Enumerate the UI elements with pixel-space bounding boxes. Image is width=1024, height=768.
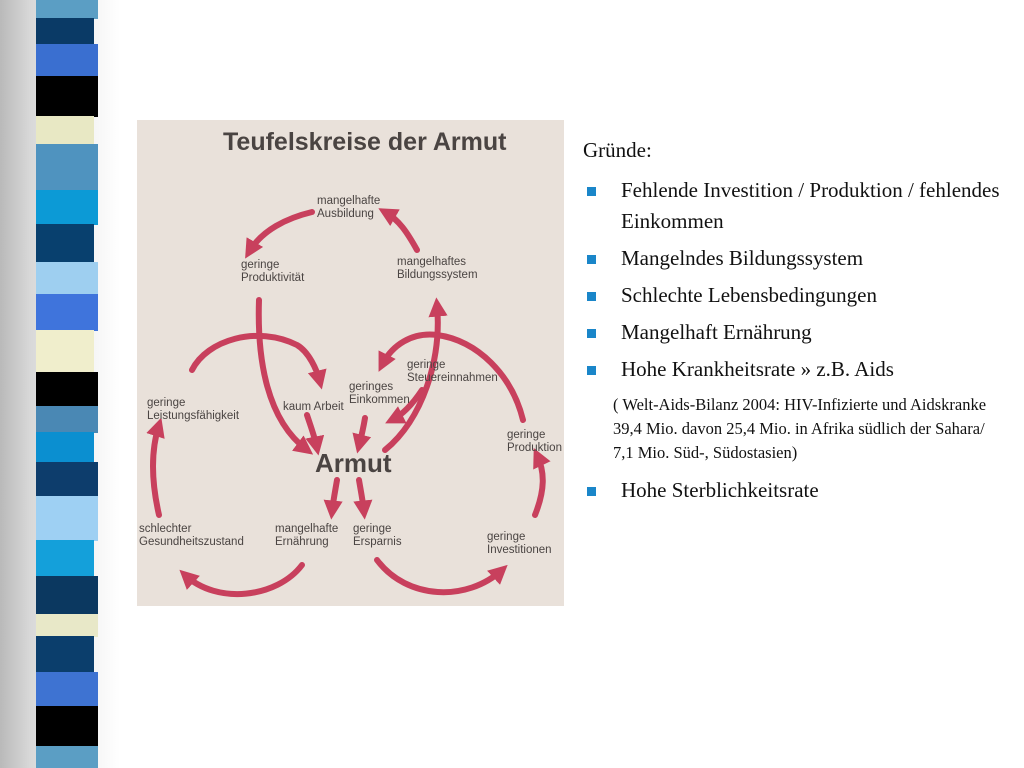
poverty-cycle-diagram [137,120,564,606]
stripe-block [36,614,98,637]
list-item [583,243,1003,274]
diagram-node-gesundheit: schlechter Gesundheitszustand [139,523,244,548]
stripe-block [36,44,98,77]
arrow-armut-to-ersparnis [359,480,364,512]
stripe-block [36,294,98,331]
stripe-block [36,18,94,45]
list-item-text: Hohe Sterblichkeitsrate [621,478,819,502]
stripe-block [36,672,98,707]
diagram-node-einkommen: geringes Einkommen [349,381,410,406]
reasons-heading: Gründe: [583,138,652,162]
arrow-ausbildung-to-produktivitaet [249,212,312,252]
diagram-center-label: Armut [315,448,392,478]
arrow-leistung-to-kaum-arbeit [192,336,320,382]
arrow-gesundheit-to-leistung [153,425,159,515]
square-bullet-icon [587,487,596,496]
aids-statistics-note: ( Welt-Aids-Bilanz 2004: HIV-Infizierte und Aidskranke 39,4 Mio. davon 25,4 Mio. in Afrika südlich der Sahara/ 7,1 Mio. Süd-, Südostasien) [613,395,987,462]
stripe-block [36,144,98,191]
list-item-text: Mangelhaft Ernährung [621,320,812,344]
stripe-block [36,76,98,117]
list-item [583,475,1003,506]
stripe-block [36,746,98,768]
arrow-ersparnis-to-investitionen [377,560,502,592]
diagram-node-leistung: geringe Leistungsfähigkeit [147,397,240,422]
arrow-bildungssystem-to-ausbildung [385,212,417,250]
list-item [583,280,1003,311]
list-item [583,317,1003,348]
stripe-block [36,0,98,19]
stripe-block [36,262,98,295]
diagram-node-ausbildung: mangelhafte Ausbildung [317,195,381,220]
square-bullet-icon [587,329,596,338]
reasons-text-box [583,138,1003,512]
stripe-block [36,116,94,145]
diagram-node-steuer: geringe Steuereinnahmen [407,359,498,384]
stripe-block [36,406,98,433]
diagram-node-produktivitaet: geringe Produktivität [241,259,305,284]
diagram-node-produktion: geringe Produktion [507,429,562,454]
diagram-canvas [137,120,564,606]
list-item [583,175,1003,237]
diagram-node-kaum-arbeit: kaum Arbeit [283,401,344,413]
diagram-title: Teufelskreise der Armut [223,128,507,156]
stripe-block [36,576,98,615]
stripe-block [36,224,94,263]
stripe-block [36,636,94,673]
stripe-block [36,706,98,747]
arrow-kaum-arbeit-to-armut [307,415,317,448]
stripe-block [36,372,98,407]
arrow-investitionen-to-produktion [535,455,543,515]
list-item-text: Hohe Krankheitsrate » z.B. Aids [621,357,894,381]
square-bullet-icon [587,366,596,375]
stripe-block [36,496,98,541]
diagram-node-ernaehrung: mangelhafte Ernährung [275,523,339,548]
arrow-produktivitaet-to-armut [259,300,307,450]
list-item-text: Schlechte Lebensbedingungen [621,283,877,307]
stripe-block [36,190,98,225]
square-bullet-icon [587,292,596,301]
stripe-block [36,432,94,463]
square-bullet-icon [587,255,596,264]
arrow-ernaehrung-to-gesundheit [185,565,302,594]
list-item [583,354,1003,385]
diagram-node-investitionen: geringe Investitionen [487,531,552,556]
arrow-einkommen-to-armut [359,418,365,446]
list-item-text: Fehlende Investition / Produktion / fehlendes Einkommen [621,178,1000,233]
decorative-color-stripe [36,0,98,768]
list-item-text: Mangelndes Bildungssystem [621,246,864,270]
diagram-node-bildungssystem: mangelhaftes Bildungssystem [397,256,478,281]
square-bullet-icon [587,187,596,196]
arrow-armut-to-ernaehrung [332,480,337,512]
diagram-node-ersparnis: geringe Ersparnis [353,523,402,548]
stripe-block [36,462,98,497]
stripe-block [36,540,94,577]
reasons-list [583,175,1003,506]
stripe-block [36,330,94,373]
